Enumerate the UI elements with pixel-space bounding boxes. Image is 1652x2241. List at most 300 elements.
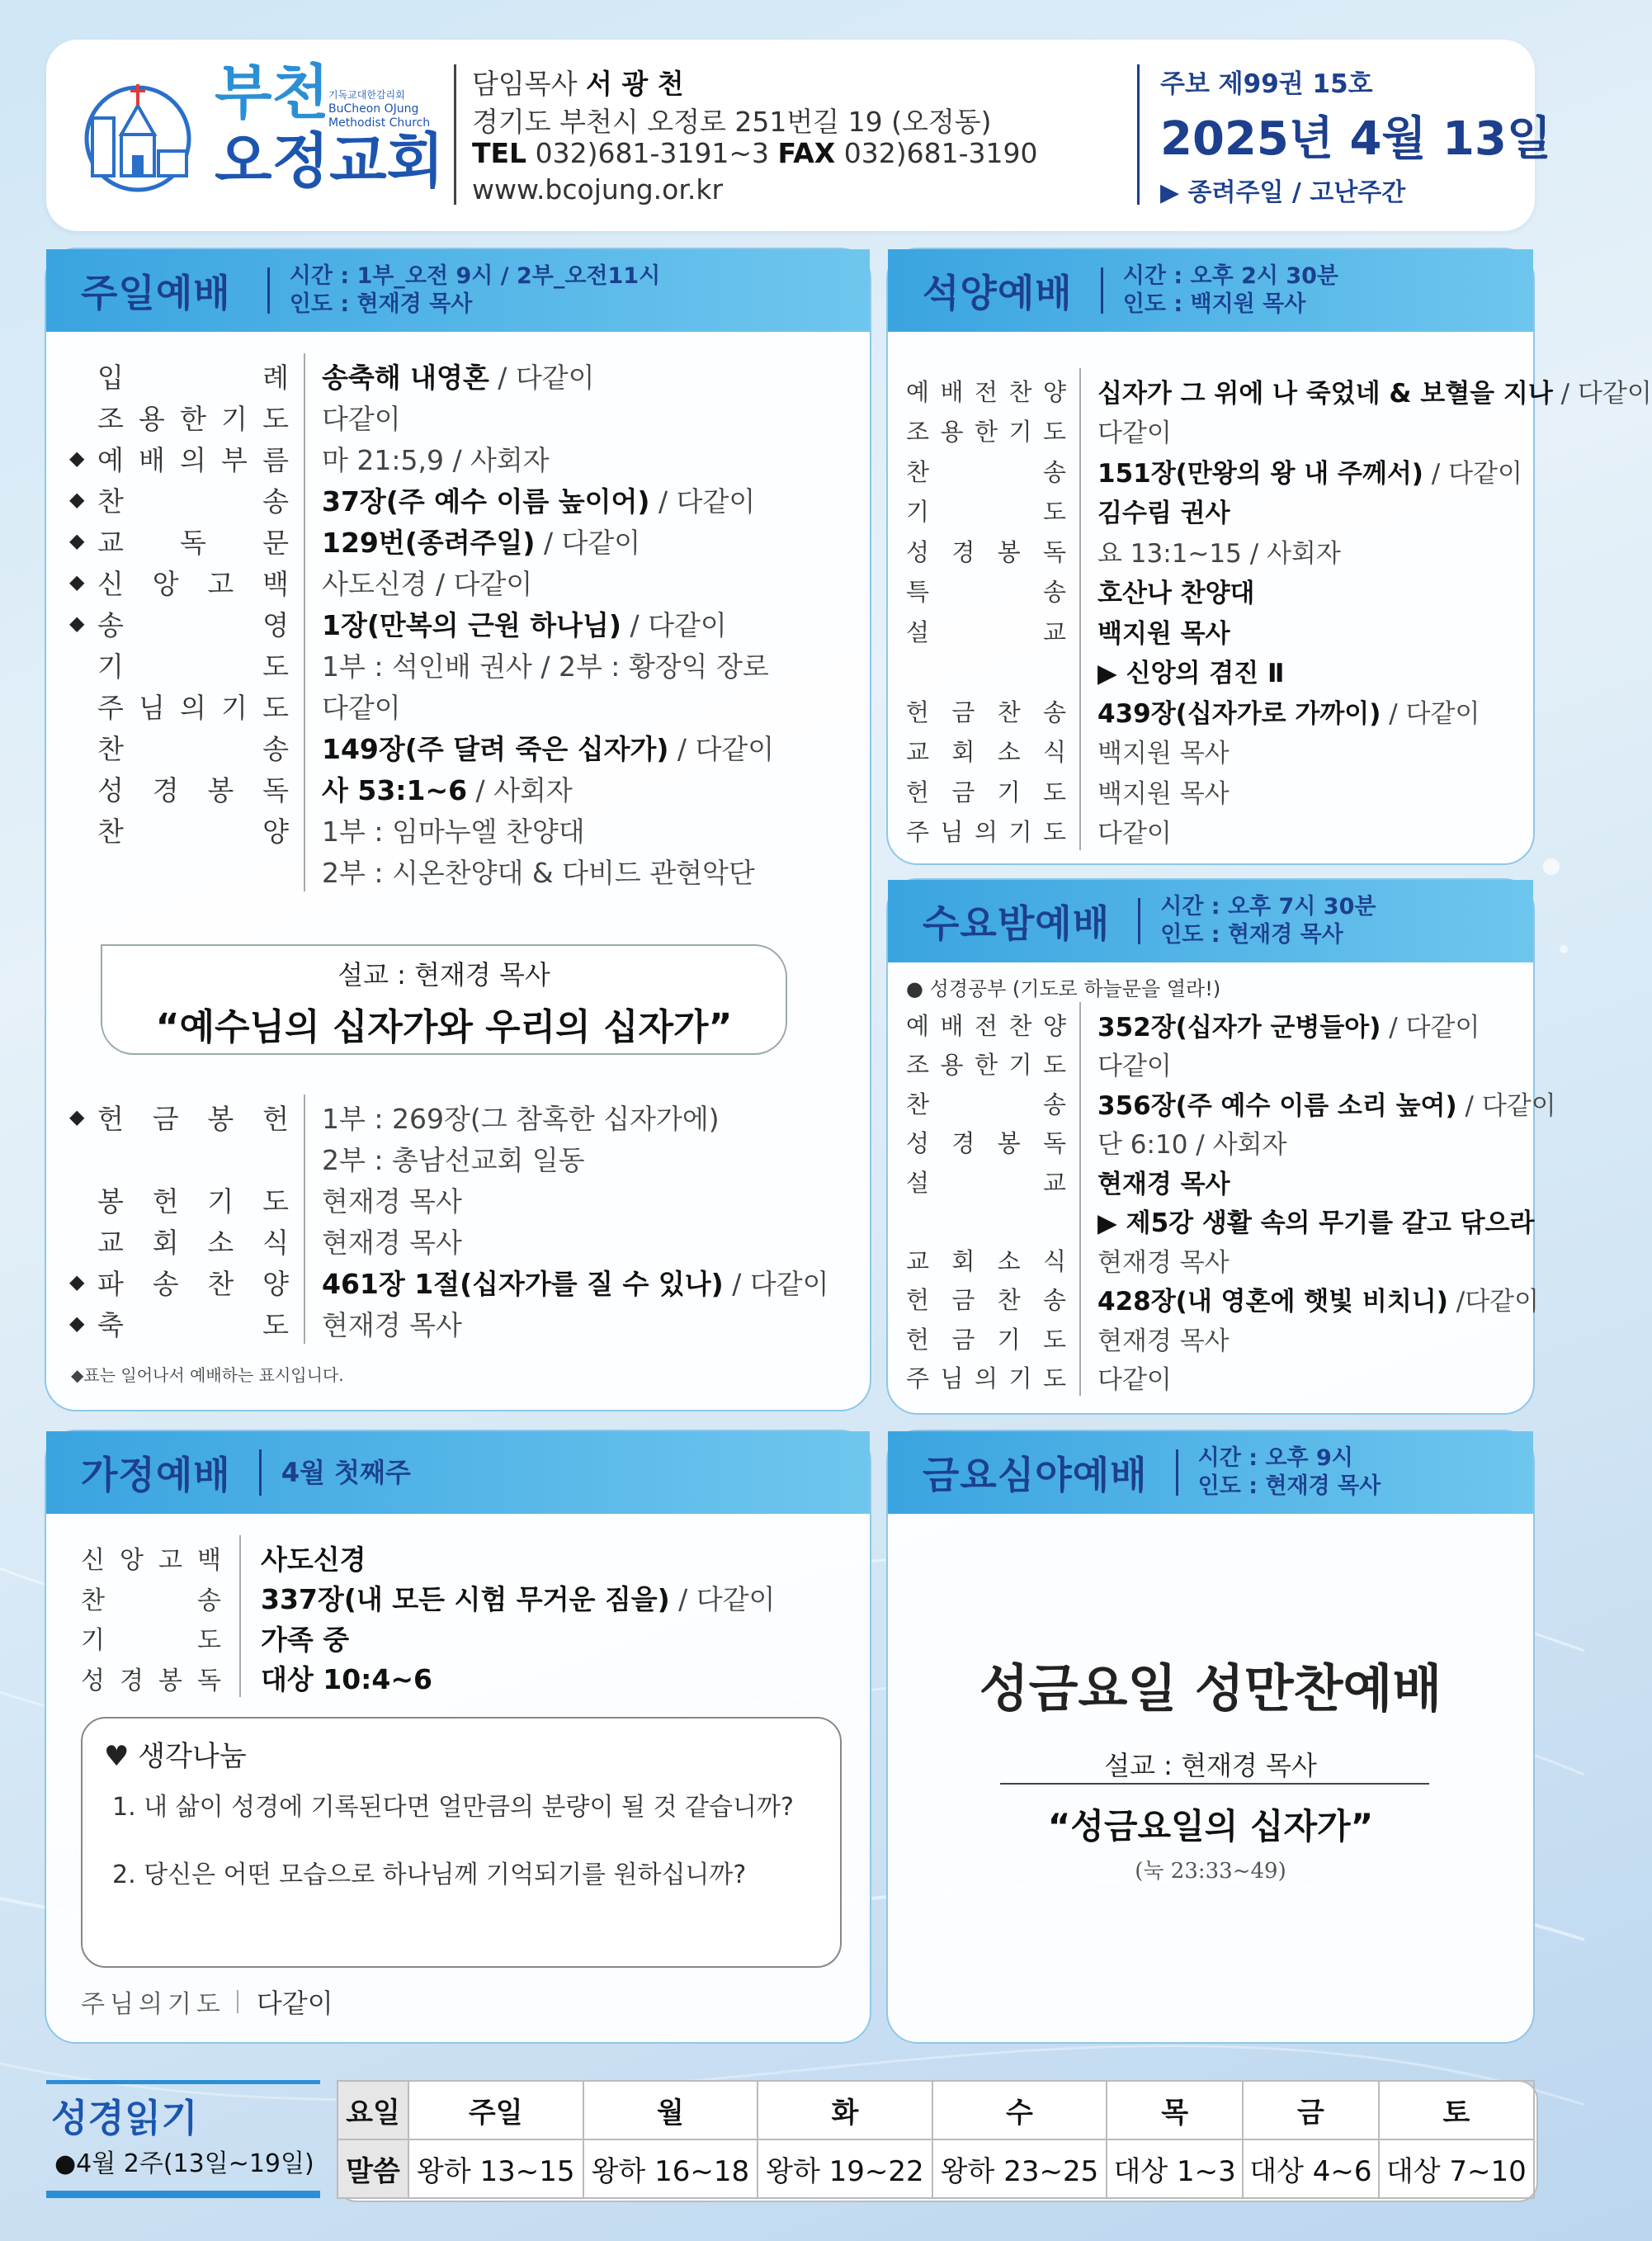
sunday-item-value-note: 다같이 [322, 402, 401, 435]
sunday-item-separator [304, 518, 305, 561]
sunday-item-label: 예 배 의 부 름 [97, 443, 289, 476]
evening-item-label: 조 용 한 기 도 [906, 418, 1066, 446]
sunday-item-row [46, 561, 870, 603]
sunday-item-value [322, 522, 640, 560]
sunday-item-2-value [322, 1304, 462, 1343]
evening-item-value [1097, 492, 1230, 529]
wednesday-item-value-note: /다같이 [1447, 1287, 1540, 1317]
sharing-box [81, 1717, 842, 1968]
sharing-title: ♥ 생각나눔 [104, 1740, 247, 1773]
evening-item-separator [1079, 608, 1081, 650]
sunday-item-2-value-note: 2부 : 총남선교회 일동 [322, 1143, 585, 1176]
family-item-label: 찬 송 [81, 1586, 221, 1615]
family-item-separator [239, 1576, 241, 1618]
family-item-label: 기 도 [81, 1626, 221, 1655]
evening-item-value-main: 151장(만왕의 왕 내 주께서) [1097, 458, 1423, 489]
sunday-item-value-note: 1부 : 석인배 권사 / 2부 : 황장익 장로 [322, 650, 769, 683]
evening-leader: 인도 : 백지원 목사 [1122, 291, 1306, 317]
address: 경기도 부천시 오정로 251번길 19 (오정동) [472, 106, 992, 138]
sunday-item-value-note: / 다같이 [489, 361, 595, 394]
wednesday-item-separator [1079, 1277, 1081, 1318]
sunday-item-2-label: 헌 금 봉 헌 [97, 1102, 289, 1135]
reading-day-1: 월 [583, 2081, 758, 2139]
sunday-item-2-value-main: 461장 1절(십자가를 질 수 있나) [322, 1267, 724, 1300]
wednesday-item-value-note: 현재경 목사 [1097, 1326, 1230, 1356]
sunday-item-value [322, 852, 755, 891]
reading-day-label: 요일 [337, 2081, 408, 2139]
wednesday-item-separator [1079, 1120, 1081, 1161]
sunday-item-value [322, 563, 532, 602]
sunday-sermon-title: “예수님의 십자가와 우리의 십자가” [155, 1006, 733, 1048]
wednesday-item-value [1097, 1359, 1172, 1396]
sunday-item-separator [304, 601, 305, 644]
family-item-separator [239, 1656, 241, 1698]
bible-study-note: ● 성경공부 (기도로 하늘문을 열라!) [906, 977, 1221, 1000]
wednesday-item-row [888, 1122, 1533, 1163]
family-item-value-main: 가족 중 [261, 1623, 350, 1656]
wednesday-item-separator [1079, 1237, 1081, 1279]
evening-item-separator [1079, 649, 1081, 691]
evening-item-value-note: 요 13:1~15 / 사회자 [1097, 538, 1341, 569]
standing-mark: ◆ [69, 1312, 85, 1335]
wednesday-item-separator [1079, 1199, 1081, 1240]
sunday-item-separator [304, 436, 305, 479]
friday-headline: 성금요일 성만찬예배 [979, 1658, 1442, 1719]
sunday-item-value-main: 37장(주 예수 이름 높이어) [322, 485, 650, 518]
sunday-title: 주일예배 [81, 271, 231, 315]
wednesday-item-row [888, 1317, 1533, 1359]
wednesday-item-row [888, 1279, 1540, 1320]
friday-info [1198, 1444, 1381, 1501]
sunday-item-row [46, 479, 870, 520]
sunday-item-value-note: 2부 : 시온찬양대 & 다비드 관현악단 [322, 856, 755, 889]
wednesday-title-divider [1138, 898, 1140, 944]
wednesday-item-row [888, 1043, 1533, 1085]
evening-item-value-note: / 다같이 [1381, 698, 1480, 729]
sunday-item-label: 주 님 의 기 도 [97, 691, 289, 724]
wednesday-item-label: 찬 송 [906, 1090, 1066, 1118]
sunday-item-value [322, 728, 774, 767]
evening-item-separator [1079, 368, 1081, 410]
family-week: 4월 첫째주 [281, 1457, 411, 1488]
wednesday-item-row [888, 1161, 1533, 1202]
evening-item-row [888, 410, 1533, 452]
family-item-value-note: / 다같이 [669, 1583, 776, 1615]
reading-verses-row [337, 2139, 1534, 2198]
sunday-item-separator [304, 353, 305, 396]
wednesday-item-value-main: ▶ 제5강 생활 속의 무기를 갈고 닦으라 [1097, 1208, 1535, 1238]
reading-verse-1: 왕하 16~18 [583, 2139, 758, 2198]
evening-item-value [1097, 732, 1230, 769]
evening-item-value-main: ▶ 신앙의 겸진 Ⅱ [1097, 659, 1285, 688]
wednesday-item-label: 교 회 소 식 [906, 1246, 1066, 1275]
reading-week: ●4월 2주(13일~19일) [54, 2149, 314, 2178]
evening-item-value-main: 김수림 권사 [1097, 499, 1230, 528]
sunday-item-label: 입 례 [97, 361, 289, 394]
reading-verse-0: 왕하 13~15 [408, 2139, 583, 2198]
sunday-item-row [46, 726, 870, 768]
evening-item-value [1097, 612, 1230, 650]
family-item-value [261, 1658, 432, 1697]
sunday-item-value [322, 604, 727, 643]
sunday-leader: 인도 : 현재경 목사 [289, 291, 473, 317]
family-item-row [46, 1577, 870, 1619]
sunday-item-row [46, 603, 870, 644]
tel-number: 032)681-3191~3 [535, 137, 769, 169]
wednesday-item-separator [1079, 1042, 1081, 1083]
evening-item-separator [1079, 688, 1081, 730]
wednesday-item-label: 조 용 한 기 도 [906, 1051, 1066, 1079]
wednesday-item-value [1097, 1085, 1556, 1122]
issue-number: 주보 제99권 15호 [1160, 69, 1373, 99]
reading-bottom-bar [46, 2191, 320, 2198]
sunday-item-label: 찬 송 [97, 732, 289, 765]
phone-line [472, 137, 1037, 169]
sunday-sermon-label: 설교 : 현재경 목사 [337, 959, 550, 990]
week-name: ▶ 종려주일 / 고난주간 [1160, 178, 1406, 207]
sunday-item-2-label: 파 송 찬 양 [97, 1267, 289, 1300]
evening-item-value-main: 호산나 찬양대 [1097, 579, 1255, 608]
evening-item-value-note: / 다같이 [1423, 458, 1522, 489]
evening-title-divider [1101, 267, 1103, 314]
wednesday-item-value [1097, 1241, 1230, 1279]
standing-note: ◆표는 일어나서 예배하는 표시입니다. [71, 1365, 344, 1385]
evening-item-label: 찬 송 [906, 457, 1066, 486]
bulletin-date: 2025년 4월 13일 [1160, 112, 1552, 166]
sunday-item-row [46, 768, 870, 809]
friday-title-divider [1176, 1449, 1178, 1496]
sunday-item-value-note: / 다같이 [668, 732, 775, 765]
pastor-name: 서 광 천 [586, 68, 684, 100]
evening-item-row [888, 650, 1533, 692]
sunday-item-2-row [46, 1303, 870, 1344]
sunday-item-separator [304, 642, 305, 685]
wednesday-item-label: 예 배 전 찬 양 [906, 1011, 1066, 1040]
evening-item-separator [1079, 448, 1081, 490]
reading-day-6: 토 [1379, 2081, 1534, 2139]
sunday-item-separator [304, 766, 305, 809]
sunday-item-2-separator [304, 1301, 305, 1344]
friday-title: 금요심야예배 [923, 1453, 1148, 1497]
sunday-item-2-label: 교 회 소 식 [97, 1226, 289, 1259]
reading-table-wrap [337, 2080, 1538, 2202]
family-worship-panel [45, 1430, 871, 2044]
wednesday-item-separator [1079, 1159, 1081, 1200]
evening-item-value [1097, 572, 1254, 609]
sunday-item-value-main: 1장(만복의 근원 하나님) [322, 608, 622, 641]
standing-mark: ◆ [69, 529, 85, 552]
sunday-item-2-value-note: / 다같이 [723, 1267, 829, 1300]
friday-sermon-label: 설교 : 현재경 목사 [1104, 1750, 1317, 1781]
reading-verse-4: 대상 1~3 [1107, 2139, 1243, 2198]
sunday-item-value-note: / 다같이 [535, 526, 641, 559]
evening-item-value-note: 백지원 목사 [1097, 739, 1230, 768]
wednesday-item-separator [1079, 1355, 1081, 1397]
sunday-item-value-main: 송축해 내영혼 [322, 361, 489, 394]
sunday-item-2-value [322, 1263, 828, 1302]
friday-scripture: (눅 23:33~49) [1135, 1859, 1286, 1884]
sunday-item-2-value [322, 1139, 585, 1178]
header-card [46, 40, 1552, 231]
sunday-item-2-value [322, 1180, 462, 1219]
sunday-item-value [322, 811, 585, 849]
wednesday-item-label: 헌 금 찬 송 [906, 1286, 1066, 1314]
wednesday-title: 수요밤예배 [923, 901, 1111, 946]
wednesday-item-label: 성 경 봉 독 [906, 1129, 1066, 1157]
sunday-item-label: 찬 송 [97, 485, 289, 518]
sunday-item-label: 찬 양 [97, 815, 289, 848]
wednesday-item-value-note: 다같이 [1097, 1052, 1172, 1081]
sunday-header [46, 249, 870, 332]
wednesday-item-value-main: 352장(십자가 군병들아) [1097, 1012, 1381, 1042]
evening-item-label: 교 회 소 식 [906, 738, 1066, 766]
wednesday-item-value [1097, 1006, 1480, 1043]
sunday-item-2-row [46, 1096, 870, 1137]
evening-item-value-note: / 다같이 [1552, 378, 1652, 409]
church-logo-icon [76, 73, 200, 196]
sunday-item-2-value [322, 1098, 720, 1137]
wednesday-item-separator [1079, 1316, 1081, 1357]
wednesday-item-label: 헌 금 기 도 [906, 1325, 1066, 1354]
evening-item-value [1097, 532, 1341, 570]
wednesday-item-value-main: 356장(주 예수 이름 소리 높여) [1097, 1090, 1457, 1121]
wednesday-time: 시간 : 오후 7시 30분 [1160, 894, 1376, 920]
sunday-item-2-row [46, 1220, 870, 1261]
evening-item-row [888, 730, 1533, 772]
evening-item-label: 특 송 [906, 578, 1066, 606]
family-item-value-main: 사도신경 [261, 1543, 366, 1576]
evening-item-label: 예 배 전 찬 양 [906, 377, 1066, 406]
evening-info [1123, 262, 1338, 319]
family-lords-prayer-sep [237, 1990, 238, 2013]
sunday-item-2-row [46, 1137, 870, 1179]
evening-item-row [888, 610, 1533, 651]
sunday-item-2-value [322, 1222, 462, 1260]
sunday-item-separator [304, 683, 305, 726]
sunday-item-value-note: / 다같이 [649, 485, 756, 518]
wednesday-item-row [888, 1357, 1533, 1398]
sunday-title-divider [267, 267, 270, 314]
evening-worship-panel [886, 248, 1652, 865]
sunday-item-label: 기 도 [97, 650, 289, 683]
sunday-item-label: 신 앙 고 백 [97, 567, 289, 600]
sunday-item-separator [304, 725, 305, 768]
evening-title: 석양예배 [923, 271, 1073, 315]
family-lords-prayer-value: 다같이 [256, 1988, 333, 2019]
sunday-item-2-label: 축 도 [97, 1308, 289, 1341]
wednesday-item-row [888, 1082, 1556, 1123]
evening-item-label: 주 님 의 기 도 [906, 818, 1066, 846]
sunday-item-label: 조 용 한 기 도 [97, 402, 289, 435]
family-title-divider [259, 1449, 262, 1496]
friday-header [888, 1431, 1533, 1514]
wednesday-worship-panel [886, 878, 1556, 1415]
reading-verse-5: 대상 4~6 [1243, 2139, 1379, 2198]
sharing-question-1: 1. 내 삶이 성경에 기록된다면 얼만큼의 분량이 될 것 같습니까? [112, 1793, 794, 1822]
family-item-value-main: 337장(내 모든 시험 무거운 짐을) [261, 1583, 670, 1615]
evening-item-separator [1079, 409, 1081, 451]
logo-sub-2: BuCheon OJung [328, 102, 419, 116]
wednesday-item-separator [1079, 1080, 1081, 1122]
sunday-time: 시간 : 1부_오전 9시 / 2부_오전11시 [289, 263, 661, 289]
reading-day-4: 목 [1107, 2081, 1243, 2139]
sharing-question-2: 2. 당신은 어떤 모습으로 하나님께 기억되기를 원하십니까? [112, 1860, 747, 1889]
sunday-info [290, 262, 660, 319]
family-item-label: 신 앙 고 백 [81, 1546, 221, 1575]
sunday-item-row [46, 850, 870, 891]
sunday-item-2-separator [304, 1177, 305, 1220]
sunday-item-2-row [46, 1261, 870, 1303]
wednesday-item-value-note: 다같이 [1097, 1365, 1172, 1395]
sunday-item-value-main: 149장(주 달려 죽은 십자가) [322, 732, 669, 765]
sunday-item-separator [304, 395, 305, 437]
standing-mark: ◆ [69, 1105, 85, 1128]
evening-item-separator [1079, 768, 1081, 811]
sunday-worship-panel [45, 248, 871, 1411]
family-item-value-main: 대상 10:4~6 [261, 1663, 432, 1695]
sunday-item-2-value-note: 현재경 목사 [322, 1308, 462, 1341]
reading-verse-6: 대상 7~10 [1379, 2139, 1534, 2198]
sunday-sermon-box [101, 944, 787, 1055]
logo-sub-3: Methodist Church [328, 116, 431, 130]
logo-text-1: 부천 [215, 58, 330, 127]
sunday-item-value [322, 769, 573, 808]
reading-section [46, 2080, 1535, 2212]
standing-mark: ◆ [69, 612, 85, 635]
sunday-item-row [46, 520, 870, 561]
sunday-item-value [322, 439, 550, 478]
sunday-item-2-value-note: 현재경 목사 [322, 1226, 462, 1259]
wednesday-item-value [1097, 1320, 1230, 1357]
reading-top-bar [46, 2080, 320, 2084]
logo-sub-1: 기독교대한감리회 [328, 89, 405, 101]
wednesday-item-row [888, 1200, 1533, 1241]
wednesday-leader: 인도 : 현재경 목사 [1160, 922, 1343, 948]
friday-leader: 인도 : 현재경 목사 [1197, 1473, 1381, 1499]
family-item-separator [239, 1615, 241, 1657]
evening-time: 시간 : 오후 2시 30분 [1122, 263, 1338, 289]
evening-item-value [1097, 372, 1652, 409]
header-divider-2 [1137, 64, 1140, 205]
wednesday-item-value [1097, 1045, 1172, 1082]
sunday-item-row [46, 437, 870, 479]
reading-day-3: 수 [932, 2081, 1107, 2139]
family-header [46, 1431, 870, 1514]
evening-item-row [888, 770, 1533, 811]
friday-sermon-underline [1000, 1783, 1429, 1785]
family-item-row [46, 1657, 870, 1699]
evening-item-value-note: 백지원 목사 [1097, 778, 1230, 809]
sunday-item-row [46, 355, 870, 396]
evening-item-label: 설 교 [906, 617, 1066, 646]
wednesday-item-row [888, 1239, 1533, 1280]
fax-number: 032)681-3190 [843, 137, 1038, 169]
wednesday-item-value-main: 현재경 목사 [1097, 1169, 1230, 1199]
sunday-item-row [46, 809, 870, 850]
sunday-item-2-value-note: 1부 : 269장(그 참혹한 십자가에) [322, 1102, 720, 1135]
family-item-label: 성 경 봉 독 [81, 1666, 221, 1695]
sunday-item-row [46, 685, 870, 726]
sunday-item-label: 성 경 봉 독 [97, 773, 289, 806]
evening-item-separator [1079, 809, 1081, 851]
friday-time: 시간 : 오후 9시 [1197, 1445, 1353, 1471]
evening-item-value-note: 다같이 [1097, 418, 1172, 448]
sunday-item-2-label: 봉 헌 기 도 [97, 1184, 289, 1217]
evening-item-separator [1079, 569, 1081, 611]
family-item-row [46, 1537, 870, 1578]
evening-item-label: 성 경 봉 독 [906, 537, 1066, 566]
reading-days-row [337, 2081, 1534, 2139]
reading-table [337, 2080, 1535, 2199]
standing-mark: ◆ [69, 1270, 85, 1293]
sunday-item-label: 교 독 문 [97, 526, 289, 559]
sunday-item-2-separator [304, 1094, 305, 1137]
reading-verse-3: 왕하 23~25 [932, 2139, 1107, 2198]
evening-item-separator [1079, 528, 1081, 570]
wednesday-item-label: 설 교 [906, 1168, 1066, 1197]
wednesday-item-value [1097, 1123, 1286, 1161]
sunday-item-value [322, 357, 595, 395]
sunday-item-value-note: 다같이 [322, 691, 401, 724]
wednesday-item-row [888, 1004, 1533, 1045]
sunday-item-2-value-note: 현재경 목사 [322, 1184, 462, 1217]
sunday-item-value-main: 사 53:1~6 [322, 773, 468, 806]
evening-item-row [888, 370, 1652, 411]
friday-worship-panel [886, 1430, 1535, 2044]
wednesday-info [1160, 893, 1376, 949]
pastor-label: 담임목사 [472, 68, 578, 100]
wednesday-item-separator [1079, 1002, 1081, 1043]
evening-item-value [1097, 412, 1172, 449]
sunday-item-row [46, 644, 870, 685]
website-link[interactable]: www.bcojung.or.kr [472, 173, 724, 206]
evening-item-row [888, 450, 1533, 491]
family-item-row [46, 1617, 870, 1658]
evening-item-row [888, 690, 1533, 731]
wednesday-item-value-note: 현재경 목사 [1097, 1247, 1230, 1278]
sunday-item-row [46, 396, 870, 437]
sunday-item-value-note: 사도신경 / 다같이 [322, 567, 533, 600]
family-item-separator [239, 1535, 241, 1577]
reading-title: 성경읽기 [51, 2096, 198, 2140]
evening-item-label: 헌 금 기 도 [906, 778, 1066, 806]
wednesday-item-value [1097, 1202, 1534, 1239]
evening-item-row [888, 570, 1533, 612]
reading-verse-2: 왕하 19~22 [758, 2139, 932, 2198]
evening-item-value [1097, 812, 1172, 849]
family-item-value [261, 1539, 366, 1577]
evening-item-label: 헌 금 찬 송 [906, 697, 1066, 726]
evening-item-separator [1079, 729, 1081, 771]
sunday-item-value [322, 687, 401, 726]
family-title: 가정예배 [81, 1453, 231, 1497]
logo-text-2: 오정교회 [215, 126, 445, 196]
evening-header [888, 249, 1533, 332]
reading-verse-label: 말씀 [337, 2139, 408, 2198]
sunday-item-value-main: 129번(종려주일) [322, 526, 536, 559]
family-item-value [261, 1578, 775, 1617]
evening-item-value [1097, 693, 1480, 730]
tel-label: TEL [472, 137, 527, 169]
sunday-item-value-note: / 다같이 [621, 608, 727, 641]
evening-item-row [888, 530, 1533, 571]
evening-item-separator [1079, 489, 1081, 531]
sunday-item-2-separator [304, 1218, 305, 1261]
standing-mark: ◆ [69, 488, 85, 511]
sunday-item-separator [304, 849, 305, 891]
sunday-item-2-row [46, 1179, 870, 1220]
wednesday-header [888, 880, 1533, 962]
